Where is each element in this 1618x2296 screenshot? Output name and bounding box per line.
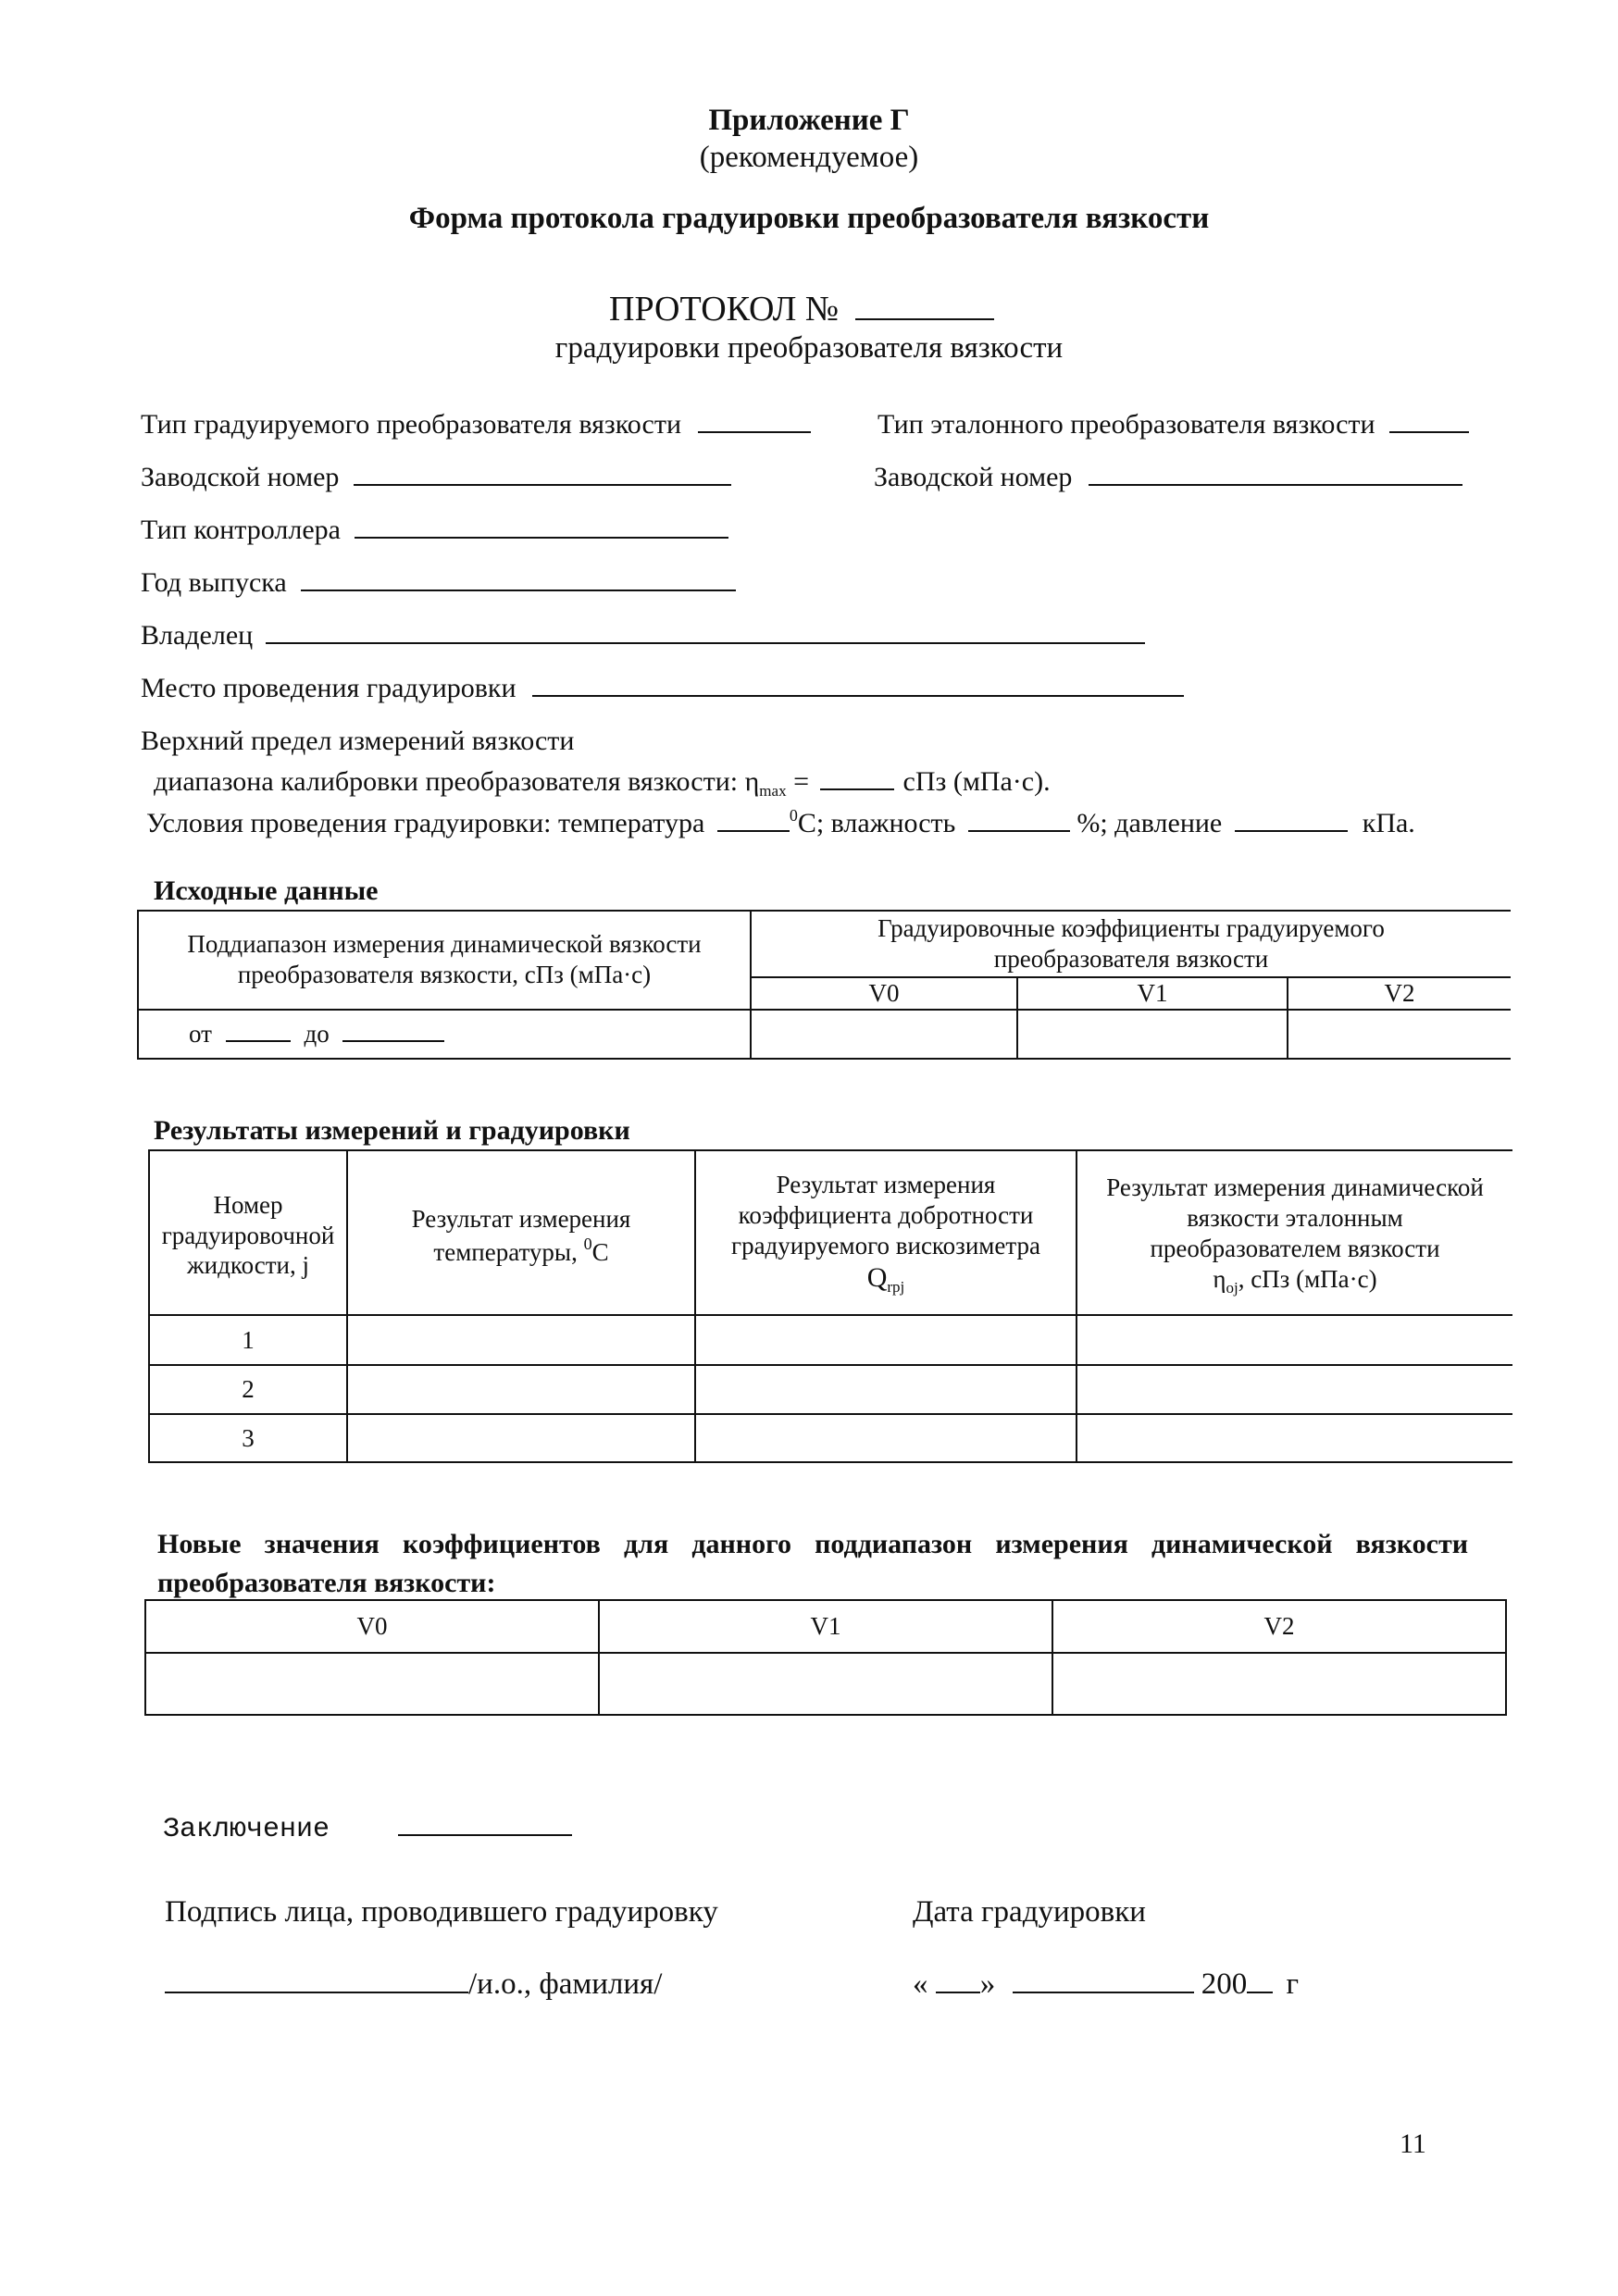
new-values-title: Новые значения коэффициентов для данного поддиапазон измерения динамической вязкости преобразователя вязкости: (157, 1529, 1468, 1598)
signature-line: /и.о., фамилия/ (165, 1967, 662, 2002)
appendix-title: Приложение Г (708, 104, 910, 137)
signature-blank[interactable] (165, 1967, 468, 1993)
conclusion-label: Заключение (163, 1810, 572, 1845)
field-upper-limit-line2: диапазона калибровки преобразователя вязкости: $\eta_{max}$ = сПз (мПа·с). (154, 766, 1051, 800)
new-v0-header: V0 (356, 1612, 388, 1641)
field-conditions: Условия проведения градуировки: температура $^0$С; влажность %; давление кПа. (146, 806, 1415, 838)
controller-blank[interactable] (355, 513, 728, 539)
date-label: Дата градуировки (913, 1895, 1146, 1929)
page-number: 11 (1400, 2128, 1426, 2159)
initial-v2-value[interactable] (1288, 1011, 1511, 1057)
new-v1-header: V1 (810, 1612, 841, 1641)
range-to-blank[interactable] (342, 1016, 444, 1042)
date-day-blank[interactable] (936, 1967, 980, 1993)
date-fields: « » 200 г (913, 1967, 1300, 2001)
date-year-blank[interactable] (1247, 1967, 1273, 1993)
initial-data-title: Исходные данные (154, 875, 379, 906)
results-col-number-header: Номер градуировочной жидкости, j (161, 1190, 335, 1280)
results-col-q-header: Результат измерения коэффициента добротности градуируемого вискозиметра $Q_{rpj}$ (731, 1171, 1040, 1297)
range-from-blank[interactable] (226, 1016, 291, 1042)
new-v1-value[interactable] (600, 1654, 1052, 1714)
year-blank[interactable] (301, 565, 736, 591)
subrange-header: Поддиапазон измерения динамической вязкости преобразователя вязкости, сПз (мПа·с) (187, 930, 702, 988)
protocol-title: ПРОТОКОЛ № (609, 289, 994, 329)
new-v0-value[interactable] (146, 1654, 598, 1714)
results-title: Результаты измерений и градуировки (154, 1115, 630, 1146)
protocol-number-blank[interactable] (855, 294, 994, 320)
protocol-subtitle: градуировки преобразователя вязкости (554, 331, 1064, 365)
owner-blank[interactable] (266, 618, 1145, 644)
appendix-status: (рекомендуемое) (699, 141, 919, 174)
field-controller: Тип контроллера (141, 513, 728, 546)
col-v2-header: V2 (1384, 979, 1415, 1008)
type-reference-blank[interactable] (1389, 407, 1469, 433)
new-v2-header: V2 (1263, 1612, 1295, 1641)
results-row-number: 3 (242, 1423, 255, 1452)
field-owner: Владелец (141, 618, 1145, 652)
results-col-temp-header: Результат измерения температуры, $^0$С (411, 1204, 631, 1266)
new-v2-value[interactable] (1053, 1654, 1505, 1714)
field-type-reference: Тип эталонного преобразователя вязкости (877, 407, 1469, 441)
results-row-number: 1 (242, 1325, 255, 1354)
field-year: Год выпуска (141, 565, 736, 599)
field-place: Место проведения градуировки (141, 671, 1184, 704)
pressure-blank[interactable] (1235, 806, 1348, 832)
form-title: Форма протокола градуировки преобразователя вязкости (408, 202, 1210, 235)
results-col-eta-header: Результат измерения динамической вязкости эталонным преобразователем вязкости $\eta_{oj}$, сПз (мПа·с) (1106, 1173, 1484, 1297)
results-row-number: 2 (242, 1375, 255, 1404)
type-calibrated-blank[interactable] (698, 407, 811, 433)
col-v0-header: V0 (868, 979, 900, 1008)
place-blank[interactable] (532, 671, 1184, 697)
date-month-blank[interactable] (1013, 1967, 1194, 1993)
humidity-blank[interactable] (968, 806, 1070, 832)
initial-v1-value[interactable] (1018, 1011, 1287, 1057)
initial-v0-value[interactable] (752, 1011, 1016, 1057)
eta-max-blank[interactable] (820, 764, 894, 790)
serial-2-blank[interactable] (1089, 460, 1462, 486)
signature-label: Подпись лица, проводившего градуировку (165, 1895, 718, 1929)
range-from-to: от до (189, 1016, 444, 1049)
coef-header: Градуировочные коэффициенты градуируемого преобразователя вязкости (877, 914, 1385, 973)
field-serial-2: Заводской номер (874, 460, 1462, 493)
field-serial-1: Заводской номер (141, 460, 731, 493)
conclusion-blank[interactable] (398, 1810, 572, 1836)
temperature-blank[interactable] (717, 806, 790, 832)
field-upper-limit-line1: Верхний предел измерений вязкости (141, 726, 575, 756)
col-v1-header: V1 (1137, 979, 1168, 1008)
serial-1-blank[interactable] (354, 460, 731, 486)
field-type-calibrated: Тип градуируемого преобразователя вязкости (141, 407, 811, 441)
